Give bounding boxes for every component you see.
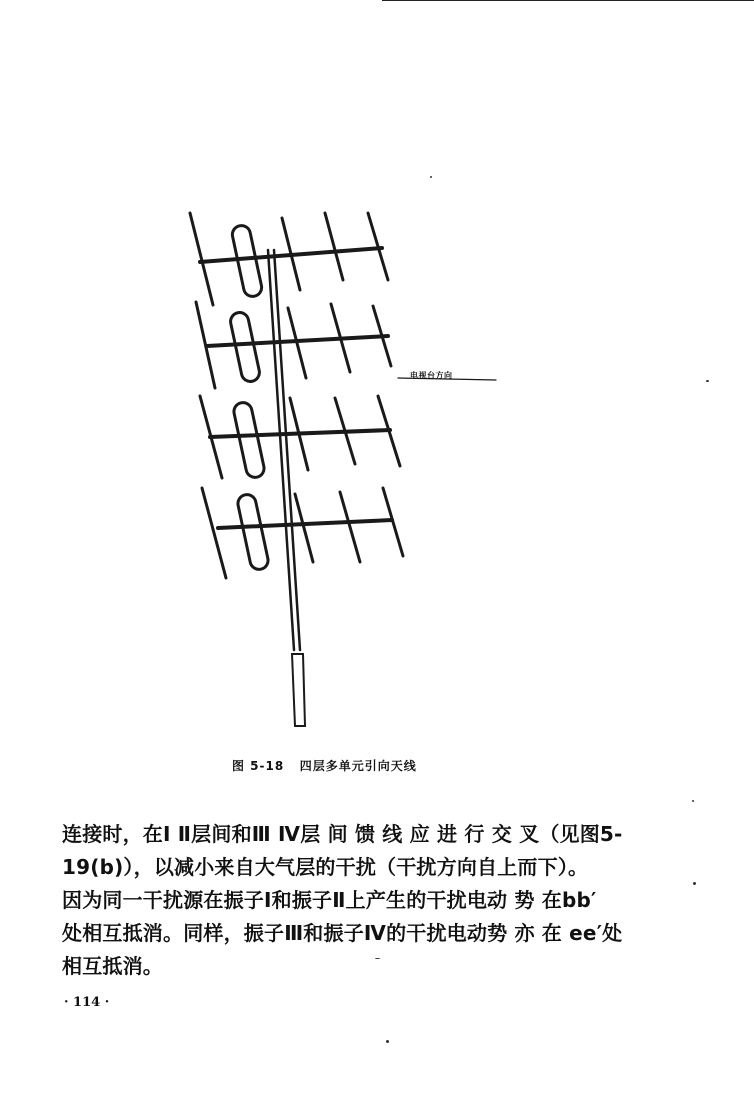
scan-speck — [430, 176, 432, 178]
figure-caption: 图 5-18 四层多单元引向天线 — [232, 759, 417, 773]
body-paragraph — [62, 818, 632, 983]
scan-speck — [706, 380, 709, 382]
body-line-2: 19(b)），以减小来自大气层的干扰（干扰方向自上而下）。 — [62, 855, 589, 879]
body-line-3: 因为同一干扰源在振子Ⅰ和振子Ⅱ上产生的干扰电动 势 在bb′ — [62, 888, 597, 912]
antenna-tier-1 — [190, 213, 388, 305]
page-number: · 114 · — [64, 995, 110, 1010]
antenna-tier-4 — [202, 488, 403, 578]
body-line-5: 相互抵消。 — [62, 954, 163, 978]
signal-direction-label: 电视台方向 — [410, 371, 453, 380]
antenna-mast — [268, 250, 305, 726]
scan-speck — [386, 1040, 389, 1043]
body-line-1: 连接时，在Ⅰ Ⅱ层间和Ⅲ Ⅳ层 间 馈 线 应 进 行 交 叉（见图5- — [62, 822, 623, 846]
antenna-tier-2 — [196, 302, 391, 388]
antenna-tier-3 — [200, 396, 400, 479]
scan-speck — [375, 958, 380, 959]
scan-speck — [693, 882, 696, 885]
body-line-4: 处相互抵消。同样，振子Ⅲ和振子Ⅳ的干扰电动势 亦 在 ee′处 — [62, 921, 623, 945]
scan-speck — [692, 800, 694, 802]
